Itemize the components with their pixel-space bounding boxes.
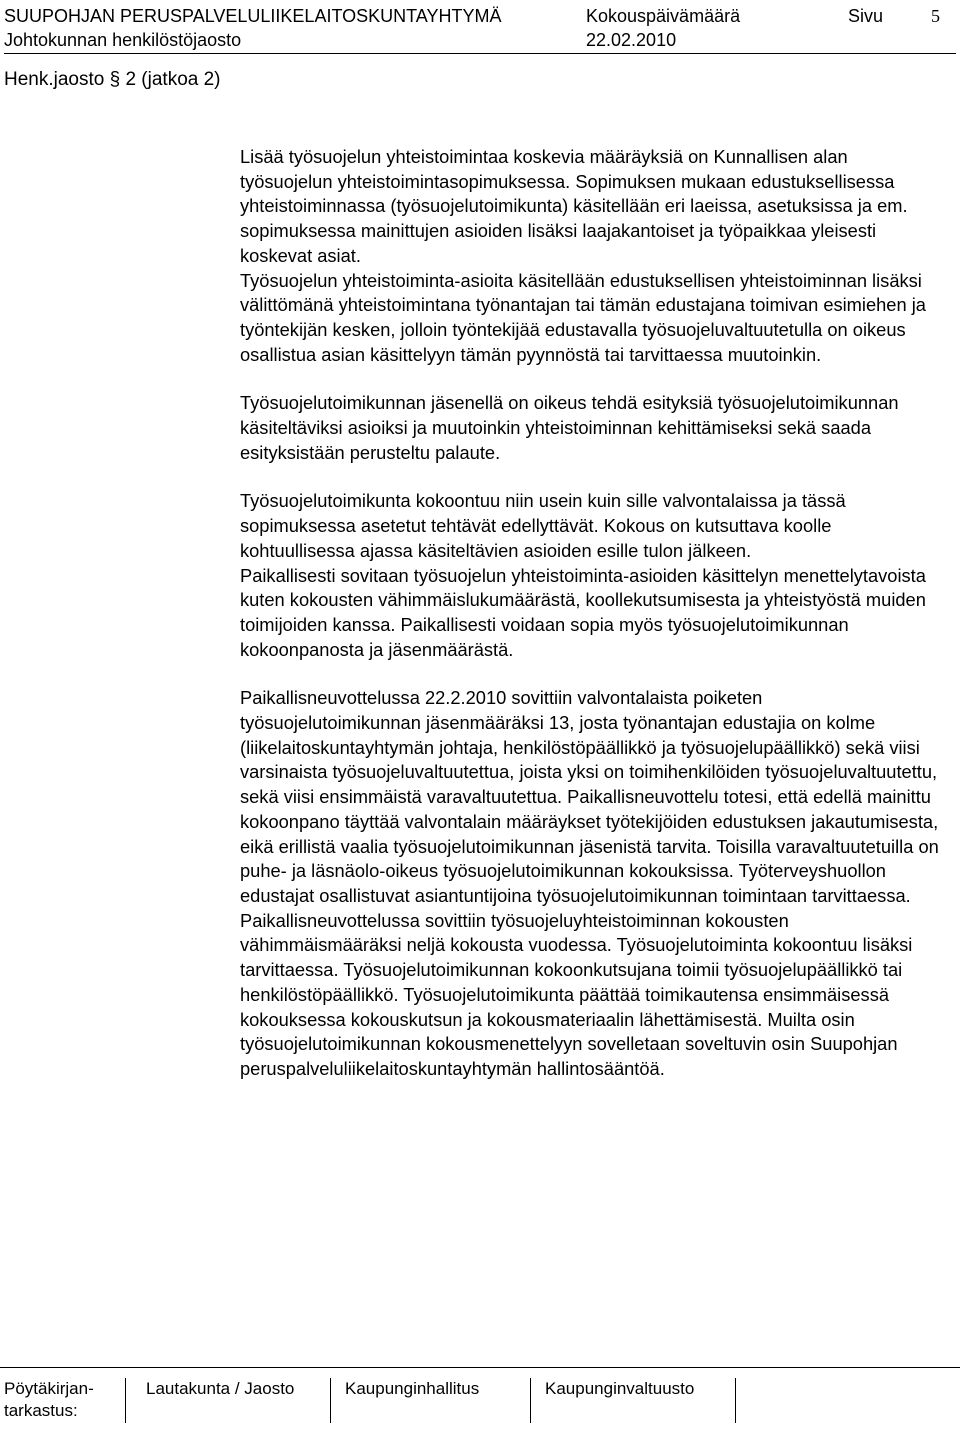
organization-name: SUUPOHJAN PERUSPALVELULIIKELAITOSKUNTAYHTYMÄ: [4, 6, 502, 26]
meeting-date-label: Kokouspäivämäärä: [586, 6, 741, 26]
footer-committee-column: Lautakunta / Jaosto: [146, 1379, 295, 1398]
footer-divider: [0, 1367, 960, 1368]
header-divider: [4, 53, 956, 54]
footer-separator: [530, 1378, 531, 1423]
meeting-date: 22.02.2010: [586, 30, 677, 50]
paragraph-7: Paikallisneuvottelussa sovittiin työsuojeluyhteistoiminnan kokousten vähimmäismääräksi neljä kokousta vuodessa. Työsuojelutoiminta kokoontuu lisäksi tarvittaessa. Työsuojelutoimikunnan kokoonkutsujana toimii työsuojelupäällikkö tai henkilöstöpäällikkö. Työsuojelutoimikunta päättää toimikautensa ensimmäisessä kokouksessa kokouskutsun ja kokousmateriaalin lähettämisestä. Muilta osin työsuojelutoimikunnan kokousmenettelyyn sovelletaan soveltuvin osin Suupohjan peruspalveluliikelaitoskuntayhtymän hallintosääntöä.: [240, 909, 913, 1079]
footer-separator: [125, 1378, 126, 1423]
footer-separator: [330, 1378, 331, 1423]
footer-board-column: Kaupunginhallitus: [345, 1379, 480, 1398]
paragraph-3: Työsuojelutoimikunnan jäsenellä on oikeus tehdä esityksiä työsuojelutoimikunnan käsiteltäviksi asioiksi ja muutoinkin yhteistoiminnan kehittämiseksi sekä saada esityksistään perusteltu palaute.: [240, 392, 899, 463]
committee-name: Johtokunnan henkilöstöjaosto: [4, 30, 242, 50]
paragraph-2: Työsuojelun yhteistoiminta-asioita käsitellään edustuksellisen yhteistoiminnan lisäksi välittömänä yhteistoimintana työnantajan tai tämän edustajana toimivan esimiehen ja työntekijän kesken, jolloin työntekijää edustavalla työsuojeluvaltuutetulla on oikeus osallistua asian käsittelyyn tämän pyynnöstä tai tarvittaessa muutoinkin.: [240, 269, 926, 365]
footer-separator: [735, 1378, 736, 1423]
footer-council-column: Kaupunginvaltuusto: [545, 1379, 695, 1398]
section-title: Henk.jaosto § 2 (jatkoa 2): [4, 69, 221, 90]
paragraph-6: Paikallisneuvottelussa 22.2.2010 sovittiin valvontalaista poiketen työsuojelutoimikunnan jäsenmääräksi 13, josta työnantajan edustajia on kolme (liikelaitoskuntayhtymän johtaja, henkilöstöpäällikkö ja työsuojelupäällikkö) sekä viisi varsinaista työsuojeluvaltuutettua, joista yksi on toimihenkilöiden työsuojeluvaltuutettu, sekä viisi ensimmäistä varavaltuutettua. Paikallisneuvottelu totesi, että edellä mainittu kokoonpano täyttää valvontalain määräykset työtekijöiden edustuksen jakautumisesta, eikä erillistä vaalia työsuojelutoimikunnan jäsenistä tarvita. Toisilla varavaltuutetuilla on puhe- ja läsnäolo-oikeus työsuojelutoimikunnan kokouksissa. Työterveyshuollon edustajat osallistuvat asiantuntijoina työsuojelutoimikunnan toimintaan tarvittaessa.: [240, 687, 939, 906]
paragraph-4: Työsuojelutoimikunta kokoontuu niin usein kuin sille valvontalaissa ja tässä sopimuksessa asetetut tehtävät edellyttävät. Kokous on kutsuttava koolle kohtuullisessa ajassa käsiteltävien asioiden esille tulon jälkeen.: [240, 490, 846, 561]
paragraph-5: Paikallisesti sovitaan työsuojelun yhteistoiminta-asioiden käsittelyn menettelytavoista kuten kokousten vähimmäislukumäärästä, koollekutsumisesta ja yhteistyöstä muiden toimijoiden kanssa. Paikallisesti voidaan sopia myös työsuojelutoimikunnan kokoonpanosta ja jäsenmäärästä.: [240, 564, 926, 660]
document-body: [240, 145, 940, 1082]
page-number: 5: [931, 6, 940, 26]
page-label: Sivu: [848, 6, 884, 26]
paragraph-1: Lisää työsuojelun yhteistoimintaa koskevia määräyksiä on Kunnallisen alan työsuojelun yhteistoimintasopimuksessa. Sopimuksen mukaan edustuksellisessa yhteistoiminnassa (työsuojelutoimikunta) käsitellään eri laeissa, asetuksissa ja em. sopimuksessa mainittujen asioiden lisäksi laajakantoiset ja työpaikkaa yleisesti koskevat asiat.: [240, 146, 908, 266]
footer-review-label: Pöytäkirjan-tarkastus:: [4, 1379, 94, 1420]
